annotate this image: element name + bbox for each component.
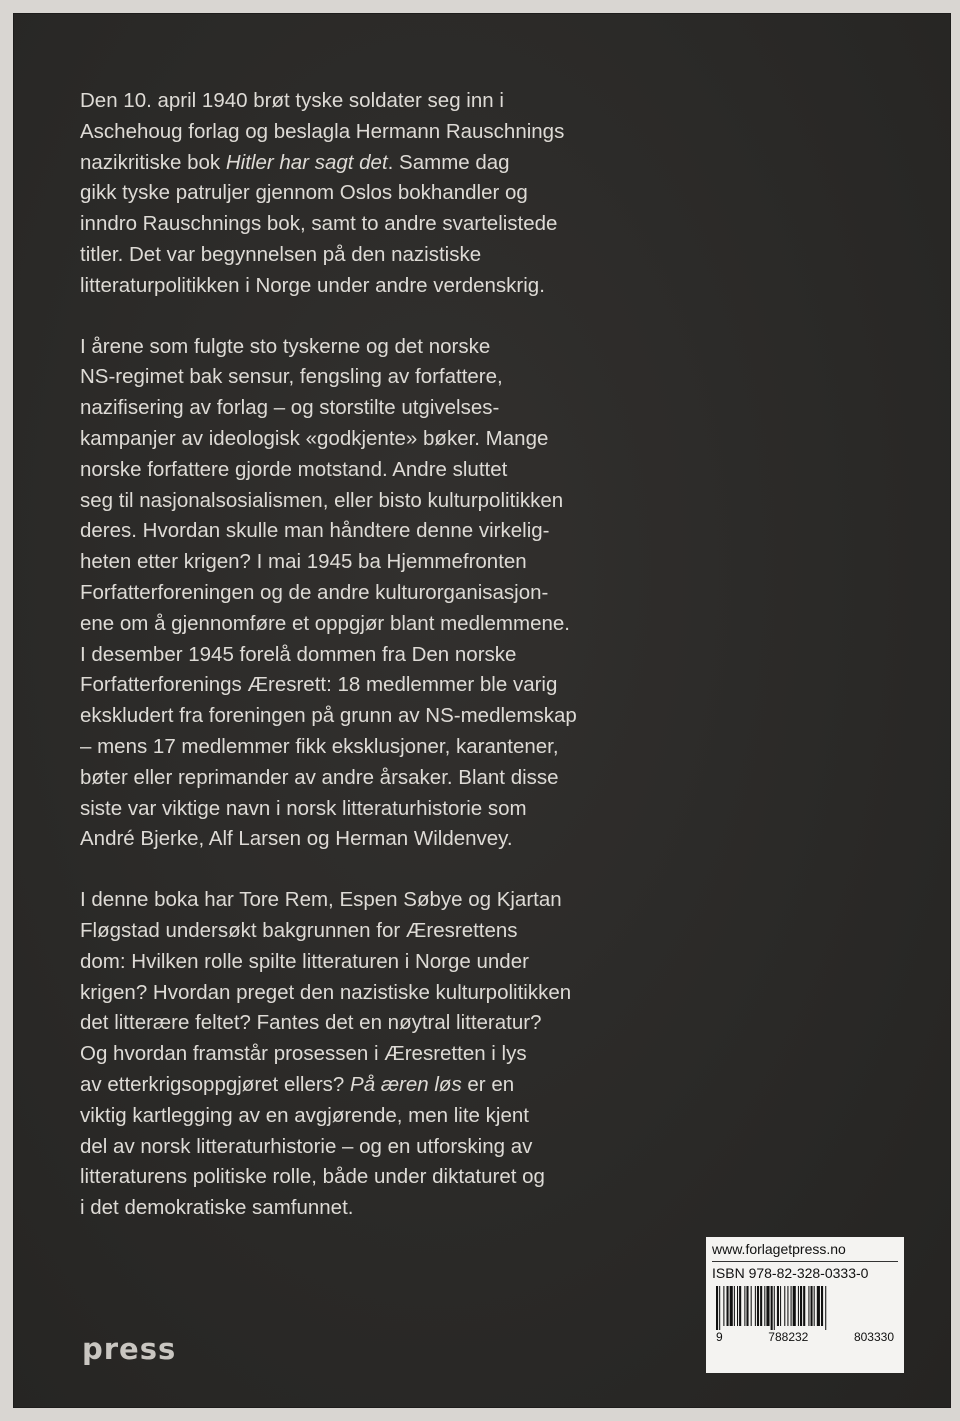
text-line: Aschehoug forlag og beslagla Hermann Rauschnings: [80, 119, 565, 143]
text-line: gikk tyske patruljer gjennom Oslos bokhandler og: [80, 181, 528, 205]
paragraph: [80, 332, 680, 856]
text-line: I årene som fulgte sto tyskerne og det norske: [80, 334, 491, 358]
barcode-digit-group: 788232: [768, 1330, 809, 1344]
barcode-bar: [787, 1286, 788, 1326]
barcode-bar: [739, 1286, 741, 1326]
text-line: Og hvordan framstår prosessen i Æresretten i lys: [80, 1042, 527, 1066]
text-line: del av norsk litteraturhistorie – og en utforsking av: [80, 1134, 533, 1158]
text-line: [80, 1070, 680, 1101]
barcode-bar: [723, 1286, 724, 1326]
text-line: krigen? Hvordan preget den nazistiske kulturpolitikken: [80, 980, 572, 1004]
text-line: I desember 1945 forelå dommen fra Den norske: [80, 642, 517, 666]
publisher-logo: press: [82, 1332, 177, 1366]
book-back-cover: [14, 14, 950, 1407]
barcode-bar: [716, 1286, 718, 1330]
isbn-number: ISBN 978-82-328-0333-0: [712, 1265, 869, 1281]
barcode-bar: [737, 1286, 738, 1326]
barcode-bar: [777, 1286, 779, 1326]
barcode-bar: [800, 1286, 802, 1326]
barcode-bar: [760, 1286, 762, 1326]
barcode-bar: [751, 1286, 752, 1326]
barcode-digits: [712, 1330, 898, 1344]
barcode-bar: [734, 1286, 735, 1326]
text-line: det litterære feltet? Fantes det en nøytral litteratur?: [80, 1011, 542, 1035]
text-line: nazifisering av forlag – og storstilte utgivelses-: [80, 396, 500, 420]
text-line: André Bjerke, Alf Larsen og Herman Wildenvey.: [80, 827, 513, 851]
text-line: viktig kartlegging av en avgjørende, men lite kjent: [80, 1103, 529, 1127]
barcode-bar: [825, 1286, 826, 1330]
text-line: bøter eller reprimander av andre årsaker. Blant disse: [80, 765, 559, 789]
text-line: [80, 148, 680, 179]
text-line: NS-regimet bak sensur, fengsling av forfattere,: [80, 365, 503, 389]
blurb-text: [80, 86, 680, 1254]
text-line: seg til nasjonalsosialismen, eller bisto kulturpolitikken: [80, 488, 564, 512]
text-line: Forfatterforenings Æresrett: 18 medlemmer ble varig: [80, 673, 558, 697]
text-line: titler. Det var begynnelsen på den nazistiske: [80, 242, 482, 266]
barcode-bar: [817, 1286, 820, 1326]
barcode-bar: [719, 1286, 720, 1330]
text-line: inndro Rauschnings bok, samt to andre svartelistede: [80, 212, 558, 236]
barcode-bar: [811, 1286, 813, 1326]
barcode-bars: [712, 1286, 898, 1330]
barcode-bar: [791, 1286, 792, 1326]
barcode-bar: [757, 1286, 759, 1326]
barcode-bar: [746, 1286, 748, 1326]
barcode-digit-group: 9: [716, 1330, 723, 1344]
text-segment: er en: [461, 1072, 515, 1096]
paragraph: [80, 885, 680, 1224]
barcode-bar: [771, 1286, 773, 1330]
barcode-bar: [808, 1286, 809, 1326]
barcode-bar: [766, 1286, 769, 1326]
publisher-url: www.forlagetpress.no: [712, 1241, 898, 1262]
text-line: Forfatterforeningen og de andre kulturorganisasjon-: [80, 580, 549, 604]
text-line: ene om å gjennomføre et oppgjør blant medlemmene.: [80, 611, 570, 635]
text-line: deres. Hvordan skulle man håndtere denne virkelig-: [80, 519, 550, 543]
text-line: litteraturpolitikken i Norge under andre verdenskrig.: [80, 273, 545, 297]
text-line: norske forfattere gjorde motstand. Andre sluttet: [80, 457, 508, 481]
barcode-bar: [744, 1286, 745, 1326]
barcode-bar: [755, 1286, 756, 1326]
barcode-bar: [780, 1286, 781, 1326]
barcode-label: [706, 1237, 904, 1373]
text-line: i det demokratiske samfunnet.: [80, 1196, 354, 1220]
barcode-bar: [727, 1286, 729, 1326]
text-segment: av etterkrigsoppgjøret ellers?: [80, 1072, 351, 1096]
barcode-bar: [730, 1286, 733, 1326]
barcode-bar: [764, 1286, 765, 1326]
book-title-italic: På æren løs: [350, 1072, 462, 1096]
text-line: – mens 17 medlemmer fikk eksklusjoner, karantener,: [80, 734, 559, 758]
barcode-bar: [803, 1286, 805, 1326]
barcode-bar: [774, 1286, 775, 1330]
text-line: siste var viktige navn i norsk litteraturhistorie som: [80, 796, 527, 820]
barcode-bar: [814, 1286, 815, 1326]
book-title-italic: Hitler har sagt det: [225, 150, 388, 174]
text-line: dom: Hvilken rolle spilte litteraturen i Norge under: [80, 949, 529, 973]
text-line: I denne boka har Tore Rem, Espen Søbye og Kjartan: [80, 888, 562, 912]
barcode-bar: [798, 1286, 799, 1326]
barcode-bar: [784, 1286, 785, 1326]
text-line: litteraturens politiske rolle, både under diktaturet og: [80, 1165, 545, 1189]
text-line: kampanjer av ideologisk «godkjente» bøker. Mange: [80, 426, 549, 450]
text-line: Den 10. april 1940 brøt tyske soldater seg inn i: [80, 89, 504, 112]
barcode-bar: [821, 1286, 823, 1326]
text-segment: . Samme dag: [387, 150, 510, 174]
text-segment: nazikritiske bok: [80, 150, 226, 174]
barcode-digit-group: 803330: [853, 1330, 894, 1344]
text-line: heten etter krigen? I mai 1945 ba Hjemmefronten: [80, 550, 527, 574]
text-line: Fløgstad undersøkt bakgrunnen for Æresrettens: [80, 918, 518, 942]
paragraph: [80, 86, 680, 302]
barcode-bar: [793, 1286, 796, 1326]
text-line: ekskludert fra foreningen på grunn av NS-medlemskap: [80, 704, 577, 728]
